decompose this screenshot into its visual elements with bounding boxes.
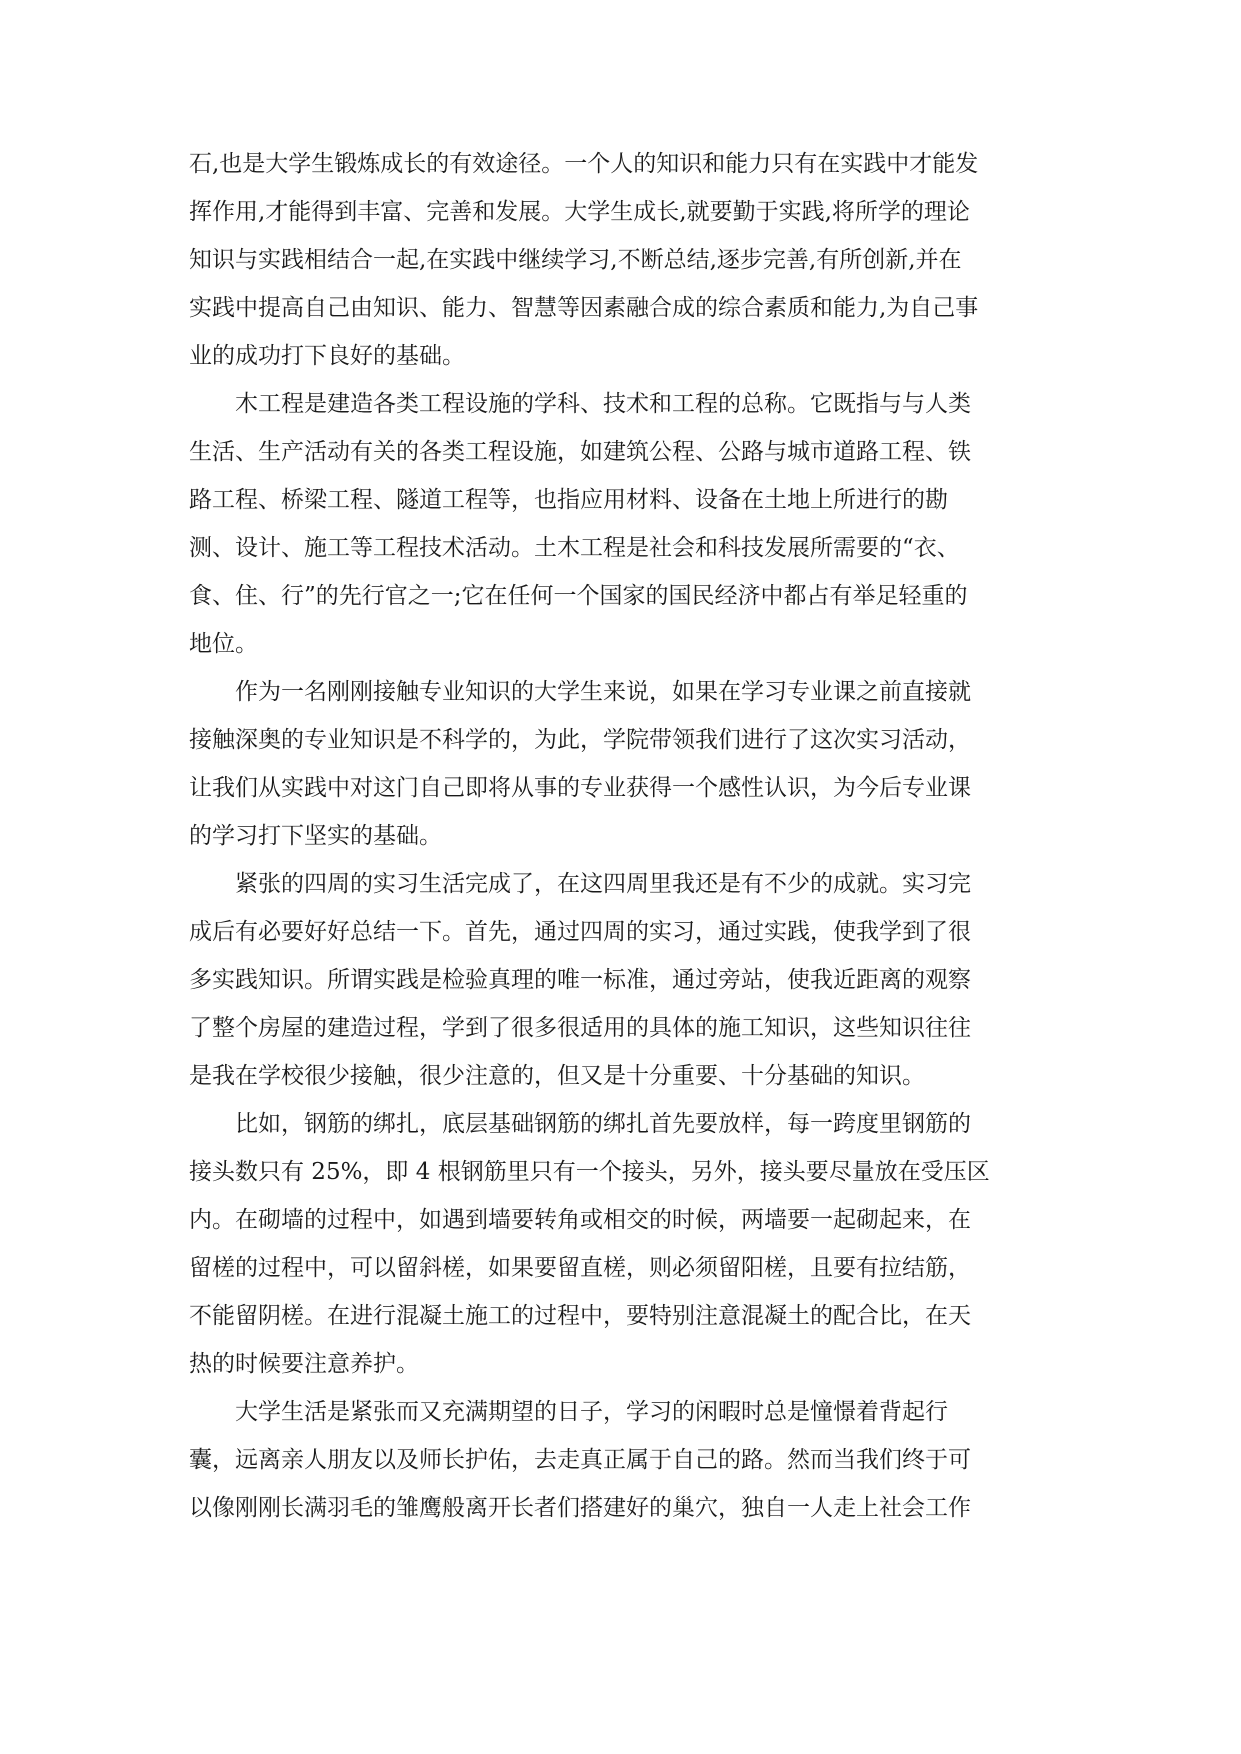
- text-line: 让我们从实践中对这门自己即将从事的专业获得一个感性认识，为今后专业课: [189, 775, 971, 801]
- text-line: 实践中提高自己由知识、能力、智慧等因素融合成的综合素质和能力,为自己事: [189, 295, 979, 321]
- text-line: 作为一名刚刚接触专业知识的大学生来说，如果在学习专业课之前直接就: [235, 679, 971, 705]
- paragraph: [189, 1100, 1049, 1388]
- text-line: 内。在砌墙的过程中，如遇到墙要转角或相交的时候，两墙要一起砌起来，在: [189, 1207, 971, 1233]
- text-line: 路工程、桥梁工程、隧道工程等，也指应用材料、设备在土地上所进行的勘: [189, 487, 948, 513]
- text-line: 食、住、行”的先行官之一;它在任何一个国家的国民经济中都占有举足轻重的: [189, 583, 968, 609]
- text-line: 接头数只有 25%，即 4 根钢筋里只有一个接头，另外，接头要尽量放在受压区: [189, 1159, 990, 1185]
- text-line: 成后有必要好好总结一下。首先，通过四周的实习，通过实践，使我学到了很: [189, 919, 971, 945]
- text-line: 木工程是建造各类工程设施的学科、技术和工程的总称。它既指与与人类: [235, 391, 971, 417]
- text-line: 大学生活是紧张而又充满期望的日子，学习的闲暇时总是憧憬着背起行: [235, 1399, 948, 1425]
- text-line: 囊，远离亲人朋友以及师长护佑，去走真正属于自己的路。然而当我们终于可: [189, 1447, 971, 1473]
- paragraph: [189, 1388, 1049, 1532]
- paragraph: [189, 668, 1049, 860]
- text-line: 地位。: [189, 631, 258, 657]
- text-line: 生活、生产活动有关的各类工程设施，如建筑公程、公路与城市道路工程、铁: [189, 439, 971, 465]
- text-line: 挥作用,才能得到丰富、完善和发展。大学生成长,就要勤于实践,将所学的理论: [189, 199, 970, 225]
- paragraph: [189, 140, 1049, 380]
- text-line: 石,也是大学生锻炼成长的有效途径。一个人的知识和能力只有在实践中才能发: [189, 151, 979, 177]
- paragraph: [189, 860, 1049, 1100]
- text-line: 了整个房屋的建造过程，学到了很多很适用的具体的施工知识，这些知识往往: [189, 1015, 971, 1041]
- text-line: 测、设计、施工等工程技术活动。土木工程是社会和科技发展所需要的“衣、: [189, 535, 960, 561]
- text-line: 知识与实践相结合一起,在实践中继续学习,不断总结,逐步完善,有所创新,并在: [189, 247, 962, 273]
- text-line: 热的时候要注意养护。: [189, 1351, 419, 1377]
- text-line: 是我在学校很少接触，很少注意的，但又是十分重要、十分基础的知识。: [189, 1063, 925, 1089]
- text-line: 以像刚刚长满羽毛的雏鹰般离开长者们搭建好的巢穴，独自一人走上社会工作: [189, 1495, 971, 1521]
- text-line: 业的成功打下良好的基础。: [189, 343, 465, 369]
- text-line: 多实践知识。所谓实践是检验真理的唯一标准，通过旁站，使我近距离的观察: [189, 967, 971, 993]
- text-line: 留槎的过程中，可以留斜槎，如果要留直槎，则必须留阳槎，且要有拉结筋，: [189, 1255, 971, 1281]
- text-line: 比如，钢筋的绑扎，底层基础钢筋的绑扎首先要放样，每一跨度里钢筋的: [235, 1111, 971, 1137]
- text-line: 紧张的四周的实习生活完成了，在这四周里我还是有不少的成就。实习完: [235, 871, 971, 897]
- text-line: 接触深奥的专业知识是不科学的，为此，学院带领我们进行了这次实习活动，: [189, 727, 971, 753]
- text-line: 的学习打下坚实的基础。: [189, 823, 442, 849]
- paragraph: [189, 380, 1049, 668]
- document-body: [189, 140, 1049, 1532]
- text-line: 不能留阴槎。在进行混凝土施工的过程中，要特别注意混凝土的配合比，在天: [189, 1303, 971, 1329]
